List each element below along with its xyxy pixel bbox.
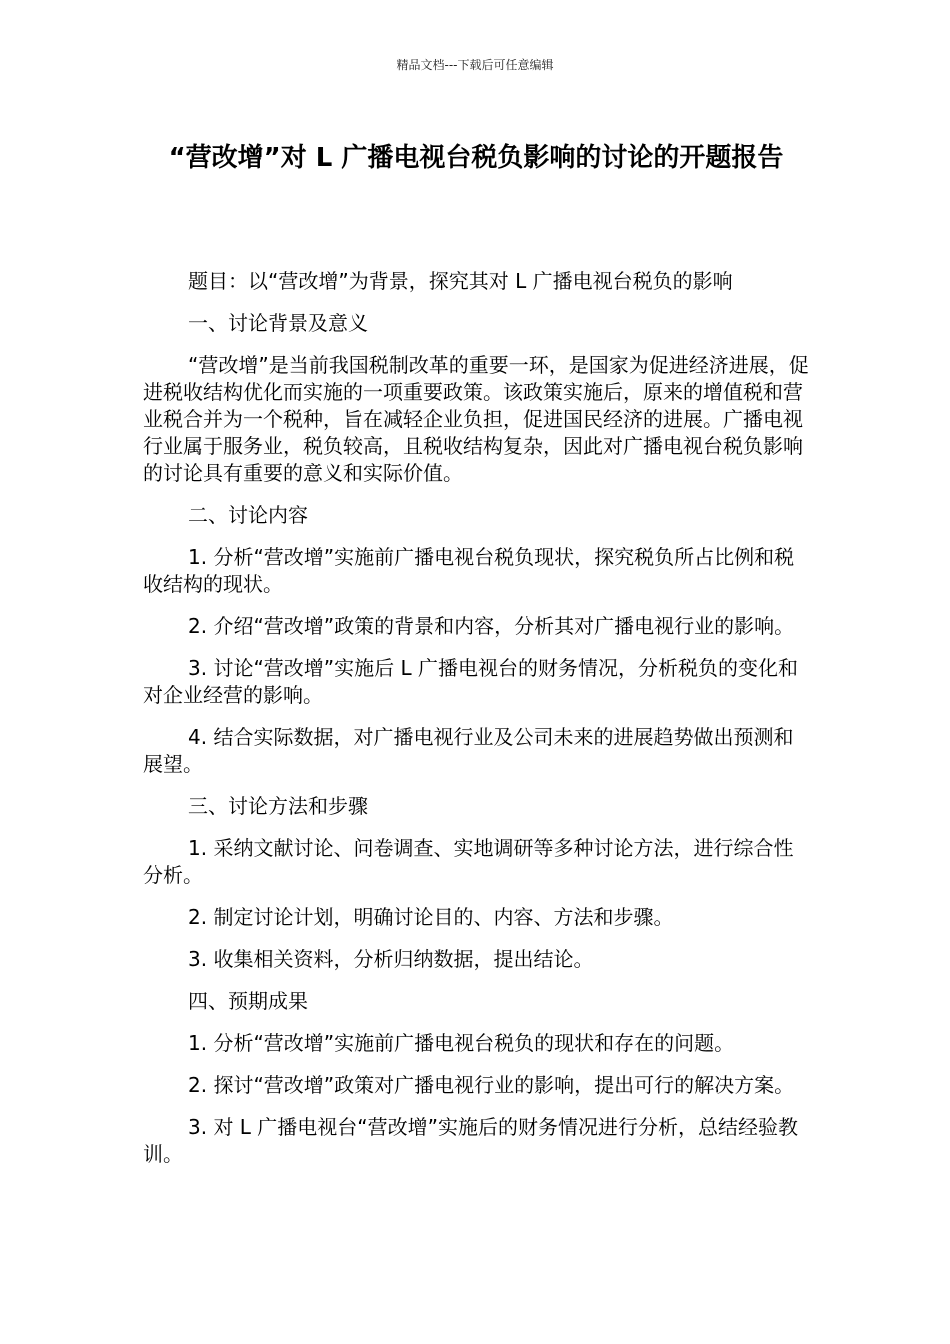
list-item: 1. 分析“营改增”实施前广播电视台税负的现状和存在的问题。 xyxy=(188,1031,735,1055)
document-body xyxy=(143,268,809,1183)
list-item: 2. 介绍“营改增”政策的背景和内容，分析其对广播电视行业的影响。 xyxy=(188,614,795,638)
document-title: “营改增”对 L 广播电视台税负影响的讨论的开题报告 xyxy=(168,143,784,173)
list-item: 3. 讨论“营改增”实施后 L 广播电视台的财务情况，分析税负的变化和对企业经营的影响。 xyxy=(143,656,799,707)
section-heading-content: 二、讨论内容 xyxy=(188,503,308,527)
paragraph-background: “营改增”是当前我国税制改革的重要一环，是国家为促进经济进展，促进税收结构优化而实施的一项重要政策。该政策实施后，原来的增值税和营业税合并为一个税种，旨在减轻企业负担，促进国民经济的进展。广播电视行业属于服务业，税负较高，且税收结构复杂，因此对广播电视台税负影响的讨论具有重要的意义和实际价值。 xyxy=(143,353,809,485)
list-item: 3. 对 L 广播电视台“营改增”实施后的财务情况进行分析，总结经验教训。 xyxy=(143,1115,799,1166)
list-item: 2. 制定讨论计划，明确讨论目的、内容、方法和步骤。 xyxy=(188,905,674,929)
section-heading-background: 一、讨论背景及意义 xyxy=(188,311,368,335)
list-item: 3. 收集相关资料，分析归纳数据，提出结论。 xyxy=(188,947,594,971)
section-heading-methods: 三、讨论方法和步骤 xyxy=(188,794,368,818)
section-heading-outcomes: 四、预期成果 xyxy=(188,989,308,1013)
page-header: 精品文档---下载后可任意编辑 xyxy=(396,58,554,72)
list-item: 1. 分析“营改增”实施前广播电视台税负现状，探究税负所占比例和税收结构的现状。 xyxy=(143,545,795,596)
list-item: 2. 探讨“营改增”政策对广播电视行业的影响，提出可行的解决方案。 xyxy=(188,1073,795,1097)
list-item: 4. 结合实际数据，对广播电视行业及公司未来的进展趋势做出预测和展望。 xyxy=(143,725,794,776)
list-item: 1. 采纳文献讨论、问卷调查、实地调研等多种讨论方法，进行综合性分析。 xyxy=(143,836,794,887)
paragraph-topic: 题目：以“营改增”为背景，探究其对 L 广播电视台税负的影响 xyxy=(188,269,733,293)
